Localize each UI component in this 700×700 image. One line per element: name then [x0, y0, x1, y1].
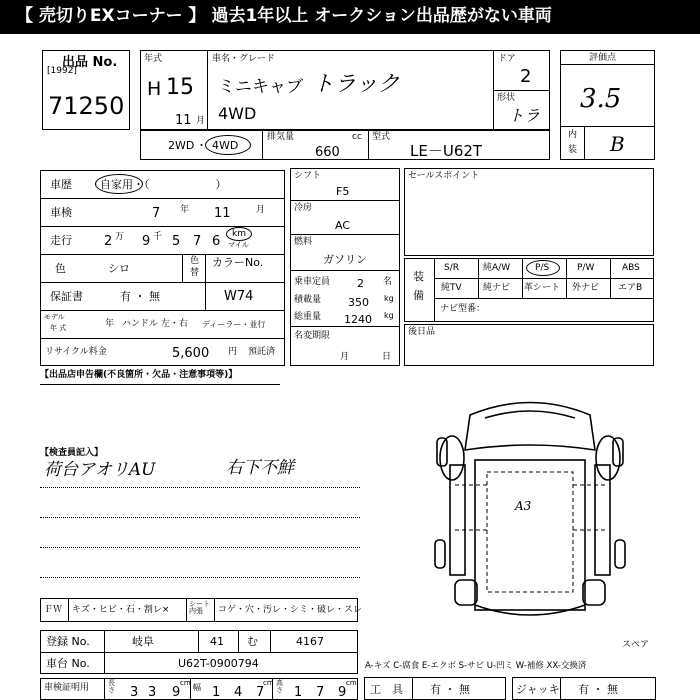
gross-label: 総重量: [294, 312, 322, 322]
delivery-label: 後日品: [408, 327, 436, 337]
capacity-label: 乗車定員: [294, 277, 331, 287]
cert-hei-unit: cm: [346, 679, 357, 687]
equip-tv: 純TV: [441, 283, 462, 293]
name-change-day: 日: [382, 352, 392, 362]
cert-len-unit: cm: [180, 679, 191, 687]
equip-airbag: エアB: [618, 283, 643, 293]
interior-value: B: [610, 132, 625, 156]
model-label: 型式: [372, 132, 391, 142]
year-era: H: [147, 78, 162, 100]
drive-opt1: 2WD: [168, 139, 195, 152]
vehicle-name-hand: トラック: [312, 72, 400, 97]
defect-items1: キズ・ヒビ・石・割レ×: [72, 605, 170, 615]
equip-abs: ABS: [622, 263, 640, 273]
lot-number: 71250: [48, 92, 125, 120]
tools-value: 有 ・ 無: [430, 683, 470, 696]
registration-class: 41: [210, 635, 224, 648]
vehicle-grade: 4WD: [218, 104, 257, 123]
chassis-label: 車台 No.: [46, 657, 90, 670]
color-code-label: カラーNo.: [212, 256, 264, 269]
inspection-month-unit: 月: [256, 205, 266, 215]
handle-side: ハンドル 左・右: [122, 319, 188, 329]
registration-kana: む: [247, 635, 258, 648]
color-no: W74: [224, 289, 254, 304]
disp-unit: cc: [352, 132, 362, 142]
notes-header: 【出品店申告欄(不良箇所・欠品・注意事項等)】: [40, 370, 238, 380]
mileage-u2: 千: [153, 232, 163, 242]
equipment-label-1: 装: [413, 270, 424, 283]
registration-label: 登録 No.: [46, 635, 90, 648]
defect-fw: ＦＷ: [44, 605, 63, 615]
door-value: 2: [520, 66, 532, 87]
capacity-value: 2: [357, 277, 364, 290]
model-year-label1: モデル: [44, 313, 65, 321]
mileage-d4: 7: [193, 234, 202, 249]
interior-label-1: 内: [568, 130, 578, 140]
equip-sr: S/R: [444, 263, 459, 273]
history-circle: [95, 174, 143, 194]
cert-hei-2: 9: [338, 685, 347, 700]
cert-wid-1: 4: [234, 685, 243, 700]
fuel-label: 燃料: [294, 237, 313, 247]
nav-model-label: ナビ型番：: [440, 304, 486, 314]
equip-leather: 革シート: [524, 283, 561, 293]
defect-seat: シート内張: [189, 600, 210, 615]
diagram-mark: A3: [515, 499, 532, 513]
jack-label: ジャッキ: [516, 683, 560, 696]
cert-wid-unit: cm: [263, 679, 274, 687]
model-year-unit: 年: [105, 319, 115, 329]
chassis-value: U62T-0900794: [178, 657, 259, 670]
mileage-u1: 万: [115, 232, 125, 242]
recycle-status: 預託済: [248, 347, 276, 357]
sales-point-label: セールスポイント: [408, 171, 480, 181]
cert-hei-1: 7: [316, 685, 325, 700]
aircon-label: 冷房: [294, 203, 313, 213]
history-value: 自家用・（ ）: [100, 178, 227, 191]
cert-len-2: 9: [172, 685, 181, 700]
month-value: 11: [175, 113, 192, 128]
cert-hei-label: 高さ: [276, 679, 283, 694]
cert-label: 車検証明用: [44, 683, 90, 693]
equip-ps: P/S: [535, 263, 550, 273]
model-year-label2: 年 式: [50, 324, 67, 332]
mileage-d3: 5: [172, 234, 181, 249]
equipment-label-2: 備: [413, 289, 424, 302]
mileage-unit-km: km: [232, 229, 246, 239]
drive-circle: [205, 135, 251, 155]
drive-sep: ・: [196, 139, 207, 152]
disp-label: 排気量: [267, 132, 295, 142]
jack-value: 有 ・ 無: [578, 683, 618, 696]
inspection-month: 11: [214, 206, 231, 221]
fuel-value: ガソリン: [323, 253, 367, 266]
month-unit: 月: [196, 116, 206, 126]
score-value: 3.5: [580, 84, 622, 114]
equip-ext-navi: 外ナビ: [572, 283, 600, 293]
aircon-value: AC: [335, 219, 351, 232]
cert-hei-0: 1: [294, 685, 303, 700]
model-value: LE－U62T: [410, 142, 483, 160]
cert-len-1: 3: [148, 685, 157, 700]
cert-len-label: 長さ: [108, 679, 115, 694]
displacement: 660: [315, 145, 340, 160]
delivery-box: [404, 324, 654, 366]
color-change-2: 替: [190, 268, 200, 278]
dealer-type: ディーラー・並行: [202, 320, 266, 329]
cert-len-0: 3: [130, 685, 139, 700]
damage-legend: A-キズ C-腐食 E-エクボ S-サビ U-凹ミ W-補修 XX-交換済: [365, 661, 587, 671]
name-label: 車名・グレード: [212, 54, 276, 64]
recycle-unit: 円: [228, 347, 238, 357]
defect-items2: コゲ・穴・汚レ・シミ・破レ・スレ: [218, 605, 363, 615]
color-label: 色: [55, 262, 66, 275]
door-label: ドア: [498, 54, 516, 64]
lot-label: 出品 No.: [62, 55, 118, 70]
inspector-note-2: 右下不鮮: [226, 458, 294, 478]
load-value: 350: [348, 296, 369, 309]
mileage-label: 走行: [50, 234, 72, 247]
shape-hand: トラ: [508, 106, 541, 125]
load-unit: kg: [384, 294, 394, 303]
inspector-label: 【検査員記入】: [40, 448, 104, 458]
inspection-label: 車検: [50, 206, 72, 219]
gross-unit: kg: [384, 311, 394, 320]
tools-label: 工 具: [370, 683, 403, 696]
inspection-year-unit: 年: [180, 205, 190, 215]
equip-pw: P/W: [577, 263, 595, 273]
load-label: 積載量: [294, 295, 322, 305]
warranty-label: 保証書: [50, 290, 83, 303]
cert-wid-0: 1: [212, 685, 221, 700]
color-value: シロ: [108, 262, 130, 275]
registration-place: 岐阜: [132, 635, 154, 648]
history-label: 車歴: [50, 178, 72, 191]
spare-label: スペア: [622, 640, 650, 650]
mileage-d5: 6: [212, 234, 221, 249]
recycle-label: リサイクル料金: [45, 347, 107, 357]
mileage-km-circle: [226, 227, 252, 241]
header-title: 【 売切りEXコーナー 】 過去1年以上 オークション出品歴がない車両: [16, 6, 552, 26]
color-change-1: 色: [190, 256, 200, 266]
cert-wid-label: 幅: [193, 683, 201, 692]
gross-value: 1240: [344, 313, 372, 326]
drive-opt2: 4WD: [212, 139, 239, 152]
recycle-value: 5,600: [172, 346, 210, 361]
year-value: 15: [166, 75, 194, 100]
mileage-d1: 2: [104, 234, 113, 249]
warranty-value: 有 ・ 無: [120, 290, 160, 303]
lot-sub: [1992]: [47, 66, 77, 76]
name-change-label: 名変期限: [294, 331, 331, 341]
year-label: 年式: [144, 54, 163, 64]
registration-number: 4167: [296, 635, 324, 648]
capacity-unit: 名: [383, 277, 393, 287]
mileage-d2: 9: [142, 234, 151, 249]
interior-label-2: 装: [568, 145, 578, 155]
shape-label: 形状: [497, 93, 516, 103]
inspection-year: 7: [152, 206, 161, 221]
vehicle-name: ミニキャブ: [218, 77, 303, 97]
equip-ps-circle: [526, 260, 560, 276]
score-label: 評価点: [589, 53, 617, 63]
equip-navi: 純ナビ: [483, 283, 511, 293]
name-change-month: 月: [340, 352, 350, 362]
cert-wid-2: 7: [256, 685, 265, 700]
vehicle-diagram: [415, 390, 645, 630]
sales-point-box: [404, 168, 654, 256]
shift-label: シフト: [294, 171, 322, 181]
inspector-note-1: 荷台アオリAU: [44, 460, 156, 480]
mileage-unit-mile: マイル: [228, 241, 249, 249]
shift-value: F5: [336, 185, 350, 198]
equip-aw: 純A/W: [483, 263, 511, 273]
